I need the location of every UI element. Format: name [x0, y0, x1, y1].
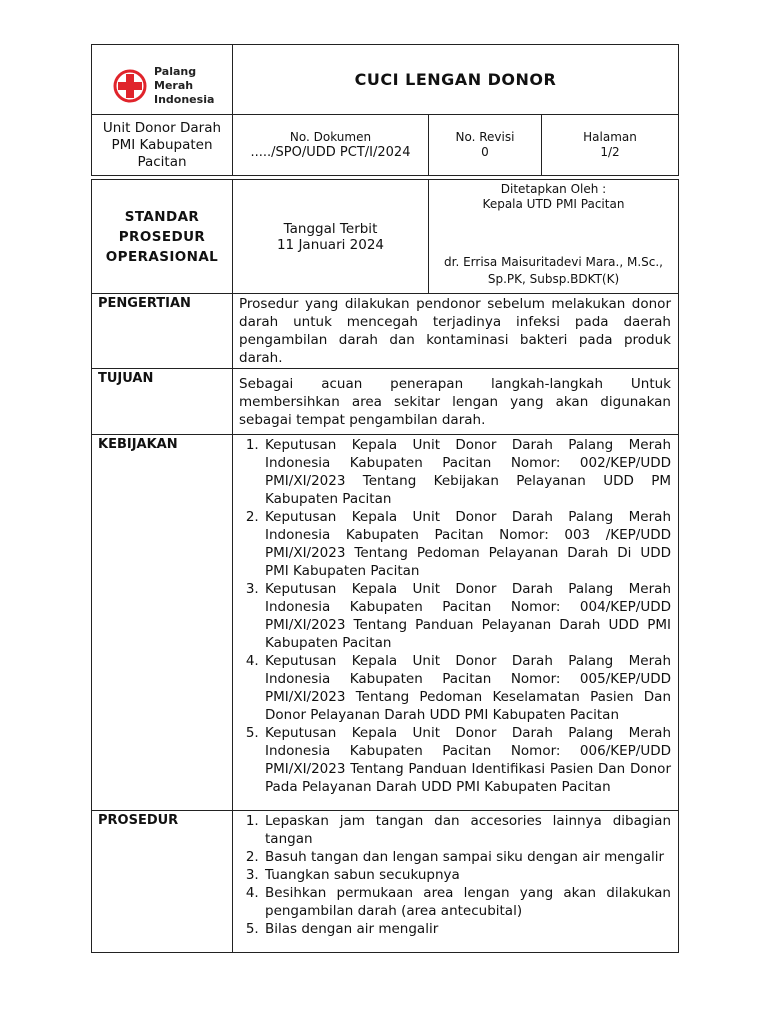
issue-date-label: Tanggal Terbit — [283, 220, 378, 237]
list-item: 1. Keputusan Kepala Unit Donor Darah Palang Merah Indonesia Kabupaten Pacitan Nomor: 002/KEP/UDD PMI/XI/2023 Tentang Kebijakan Pelayanan UDD PM Kabupaten Pacitan — [263, 436, 671, 508]
pengertian-text: Prosedur yang dilakukan pendonor sebelum melakukan donor darah untuk mencegah terjadinya infeksi pada daerah pengambilan darah dan kontaminasi bakteri pada produk darah. — [233, 294, 679, 369]
page-label: Halaman — [583, 130, 637, 144]
document-number-cell — [233, 115, 429, 176]
revision-cell — [429, 115, 542, 176]
document-title-cell — [233, 45, 679, 115]
signer-name: dr. Errisa Maisuritadevi Mara., M.Sc., — [444, 255, 663, 269]
tujuan-text: Sebagai acuan penerapan langkah-langkah Untuk membersihkan area sekitar lengan yang akan digunakan sebagai tempat pengambilan darah. — [233, 369, 679, 435]
kebijakan-content — [233, 435, 679, 811]
approval-label: Ditetapkan Oleh : — [500, 182, 607, 196]
unit-name: Unit Donor Darah PMI Kabupaten Pacitan — [92, 115, 233, 176]
list-item: 2. Keputusan Kepala Unit Donor Darah Palang Merah Indonesia Kabupaten Pacitan Nomor: 003 /KEP/UDD PMI/XI/2023 Tentang Pedoman Pelayanan Darah Di UDD PMI Kabupaten Pacitan — [263, 508, 671, 580]
logo-cell — [92, 45, 233, 115]
prosedur-content — [233, 811, 679, 953]
kebijakan-list — [239, 436, 671, 796]
approval-cell — [429, 180, 679, 294]
document-number: ...../SPO/UDD PCT/I/2024 — [250, 144, 411, 160]
list-item: 4. Besihkan permukaan area lengan yang akan dilakukan pengambilan darah (area antecubital) — [263, 884, 671, 920]
issue-date: 11 Januari 2024 — [276, 236, 385, 253]
signer-title: Sp.PK, Subsp.BDKT(K) — [487, 272, 620, 286]
list-item: 3. Keputusan Kepala Unit Donor Darah Palang Merah Indonesia Kabupaten Pacitan Nomor: 004/KEP/UDD PMI/XI/2023 Tentang Panduan Pelayanan Darah UDD PMI Kabupaten Pacitan — [263, 580, 671, 652]
list-item: 4. Keputusan Kepala Unit Donor Darah Palang Merah Indonesia Kabupaten Pacitan Nomor: 005/KEP/UDD PMI/XI/2023 Tentang Pedoman Keselamatan Pasien Dan Donor Pelayanan Darah UDD PMI Kabupaten Pacitan — [263, 652, 671, 724]
logo-wordmark: Palang Merah Indonesia — [154, 65, 215, 106]
kebijakan-label: KEBIJAKAN — [92, 435, 233, 811]
body-table — [91, 179, 679, 953]
document-number-label: No. Dokumen — [289, 129, 372, 144]
header-table — [91, 44, 679, 176]
list-item: 3. Tuangkan sabun secukupnya — [263, 866, 671, 884]
revision-label: No. Revisi — [455, 130, 515, 144]
list-item: 5. Bilas dengan air mengalir — [263, 920, 671, 938]
sop-heading: STANDAR PROSEDUR OPERASIONAL — [105, 208, 219, 265]
list-item: 2. Basuh tangan dan lengan sampai siku dengan air mengalir — [263, 848, 671, 866]
page-number: 1/2 — [600, 145, 620, 159]
red-cross-icon — [112, 68, 148, 104]
approval-role: Kepala UTD PMI Pacitan — [482, 197, 625, 211]
prosedur-label: PROSEDUR — [92, 811, 233, 953]
issue-date-cell — [233, 180, 429, 294]
revision-number: 0 — [481, 145, 489, 159]
page-cell — [542, 115, 679, 176]
prosedur-list — [239, 812, 671, 938]
list-item: 5. Keputusan Kepala Unit Donor Darah Palang Merah Indonesia Kabupaten Pacitan Nomor: 006/KEP/UDD PMI/XI/2023 Tentang Panduan Identifikasi Pasien Dan Donor Pada Pelayanan Darah UDD PMI Kabupaten Pacitan — [263, 724, 671, 796]
list-item: 1. Lepaskan jam tangan dan accesories lainnya dibagian tangan — [263, 812, 671, 848]
sop-heading-cell — [92, 180, 233, 294]
document-title: CUCI LENGAN DONOR — [354, 70, 557, 89]
sop-document — [91, 44, 678, 953]
pengertian-label: PENGERTIAN — [92, 294, 233, 369]
tujuan-label: TUJUAN — [92, 369, 233, 435]
